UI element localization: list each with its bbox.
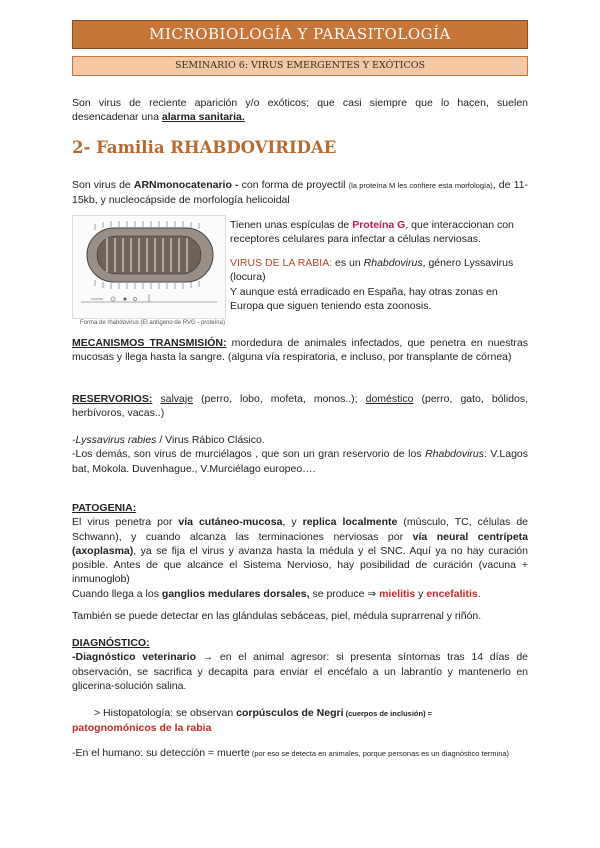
patogenia-text-5: Cuando llega a los bbox=[72, 587, 162, 600]
diagnostico-text-1: → en el animal agresor: si presenta síntomas tras 14 días de observación, se sacrifica y decapita para enviar el encéfalo a un labrantío y mantenerlo en glicerina-solución salina. bbox=[72, 651, 528, 692]
patogenia-text-3: (músculo, TC, células de Schwann), y cuando alcanza las terminaciones nerviosas por bbox=[72, 516, 528, 543]
encefalitis-term: encefalitis bbox=[426, 587, 478, 600]
figure-caption: Forma de rhabdovirus (El antígeno de RVG - proteína) bbox=[80, 320, 225, 326]
intro-text: Son virus de reciente aparición y/o exóticos; que casi siempre que lo hacen, suelen desencadenar una bbox=[72, 97, 528, 124]
patogenia-text-4: , ya se fija el virus y avanza hasta la médula y el SNC. Aquí ya no hay curación posible. Antes de que alcance el Sistema Nervioso, hay posibilidad de curación (vacuna + inmunoglob) bbox=[72, 544, 528, 586]
humano-text: -En el humano: su detección = muerte bbox=[72, 747, 250, 759]
spicules-text-1: Tienen unas espículas de bbox=[230, 219, 353, 231]
protein-g-term: Proteína G bbox=[352, 219, 406, 231]
patogenia-bold-4: ganglios medulares dorsales, bbox=[161, 587, 310, 600]
patogenia-text-1: El virus penetra por bbox=[72, 516, 179, 529]
humano-small: (por eso se detecta en animales, porque personas es un diagnóstico termina) bbox=[249, 749, 510, 758]
patogenia-label: PATOGENIA: bbox=[72, 502, 137, 514]
lyssa-text-1: / Virus Rábico Clásico. bbox=[156, 434, 265, 446]
family-small: (la proteína M les confiere esta morfología) bbox=[348, 181, 493, 190]
rabia-italic: Rhabdovirus bbox=[363, 257, 423, 269]
family-paragraph bbox=[72, 178, 528, 208]
rhabdovirus-figure bbox=[72, 215, 226, 319]
section-title: 2- Familia RHABDOVIRIDAE bbox=[72, 138, 337, 157]
diagnostico-paragraph bbox=[72, 636, 528, 693]
family-text-1: Son virus de bbox=[72, 179, 134, 191]
family-bold: ARNmonocatenario - bbox=[133, 179, 239, 191]
spicules-paragraph bbox=[230, 218, 528, 247]
negri-term: corpúsculos de Negri bbox=[236, 707, 344, 719]
patognomonicos-term: patognomónicos de la rabia bbox=[72, 722, 212, 735]
reservorios-text-2: (perro, gato, bólidos, herbívoros, vacas..) bbox=[72, 393, 529, 420]
lyssa-italic-1: -Lyssavirus rabies bbox=[72, 434, 157, 446]
family-text-2: con forma de proyectil bbox=[238, 179, 349, 191]
lyssavirus-paragraph bbox=[72, 433, 528, 476]
rhabdovirus-illustration bbox=[73, 216, 225, 318]
family-text-3: , de 11-15kb, y nucleocápside de morfología helicoidal bbox=[72, 179, 528, 207]
patogenia-text-7: y bbox=[415, 587, 427, 600]
transmision-paragraph bbox=[72, 336, 528, 365]
lyssa-text-3: : V.Lagos bat, Mokola. Duvenhague., V.Murciélago europeo…. bbox=[72, 448, 528, 475]
diagnostico-bold-1: -Diagnóstico veterinario bbox=[72, 651, 196, 664]
rabia-text-1: es un bbox=[332, 257, 364, 269]
mielitis-term: mielitis bbox=[379, 587, 416, 600]
rabia-text-2: , género Lyssavirus (locura) bbox=[230, 257, 514, 284]
humano-paragraph bbox=[72, 746, 528, 761]
negri-small: (cuerpos de inclusión) = bbox=[343, 709, 433, 718]
spicules-text-2: , que interaccionan con receptores celulares para infectar a células nerviosas. bbox=[230, 219, 514, 246]
patogenia-bold-1: vía cutáneo-mucosa bbox=[178, 516, 283, 529]
intro-highlight: alarma sanitaria. bbox=[161, 111, 245, 124]
lyssa-text-2: -Los demás, son virus de murciélagos , que son un gran reservorio de los bbox=[72, 448, 426, 461]
rabia-paragraph bbox=[230, 256, 528, 313]
reservorio-domestico: doméstico bbox=[365, 393, 414, 405]
histopatologia-paragraph bbox=[72, 706, 528, 736]
document-subtitle: SEMINARIO 6: VIRUS EMERGENTES Y EXÓTICOS bbox=[72, 56, 528, 76]
diagnostico-label: DIAGNÓSTICO: bbox=[72, 637, 150, 649]
patogenia-paragraph bbox=[72, 501, 528, 601]
patogenia-text-2: , y bbox=[282, 516, 303, 529]
reservorios-paragraph bbox=[72, 392, 528, 421]
transmision-label: MECANISMOS TRANSMISIÓN: bbox=[72, 337, 227, 349]
rabia-label: VIRUS DE LA RABIA: bbox=[230, 257, 333, 269]
transmision-text: mordedura de animales infectados, que penetra en nuestras mucosas y llega hasta la sangre. (alguna vía respiratoria, e incluso, por transplante de córnea) bbox=[72, 337, 528, 364]
lyssa-italic-2: Rhabdovirus bbox=[425, 448, 485, 461]
intro-paragraph bbox=[72, 96, 528, 125]
reservorios-label: RESERVORIOS: bbox=[72, 393, 153, 405]
rabia-text-3: Y aunque está erradicado en España, hay otras zonas en Europa que siguen teniendo esta zoonosis. bbox=[230, 285, 498, 312]
patogenia-text-6: se produce ⇒ bbox=[309, 587, 380, 600]
patogenia-bold-3: vía neural centrípeta (axoplasma) bbox=[72, 530, 528, 557]
patogenia-text-8: . bbox=[477, 587, 481, 600]
histopatologia-text: > Histopatología: se observan bbox=[94, 707, 237, 719]
patogenia-bold-2: replica localmente bbox=[302, 516, 398, 529]
reservorios-text-1: (perro, lobo, mofeta, monos..); bbox=[193, 393, 366, 405]
reservorio-salvaje: salvaje bbox=[160, 393, 194, 405]
patogenia-extra: También se puede detectar en las glándulas sebáceas, piel, médula suprarrenal y riñón. bbox=[72, 610, 482, 622]
document-title: MICROBIOLOGÍA Y PARASITOLOGÍA bbox=[72, 20, 528, 49]
